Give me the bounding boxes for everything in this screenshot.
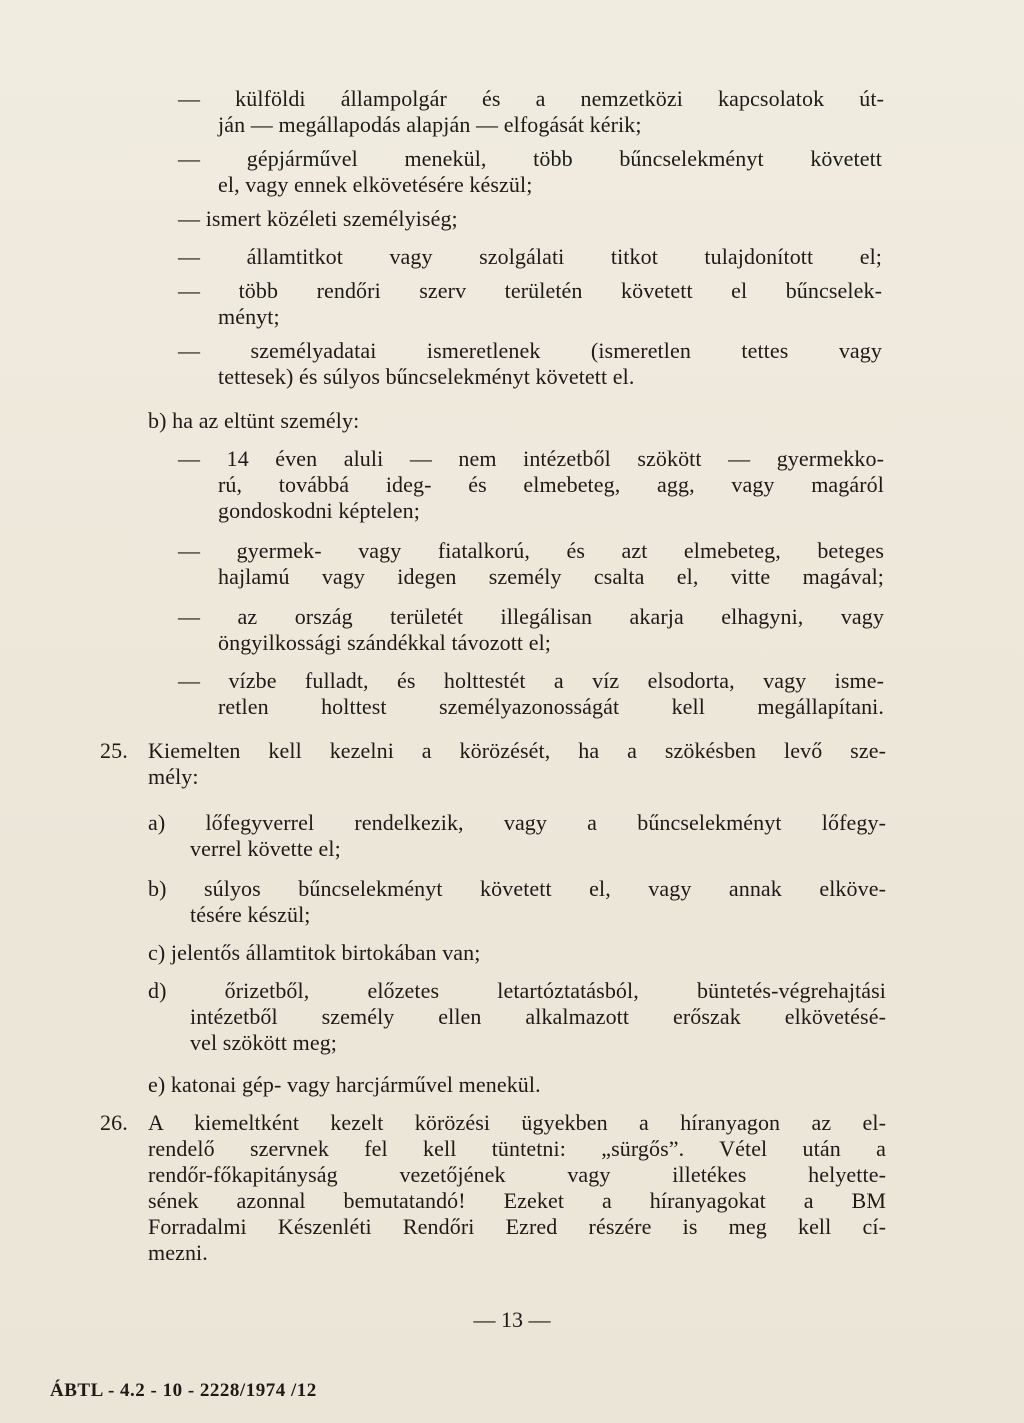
paragraph-line: mély: (148, 764, 199, 789)
list-line: — személyadatai ismeretlenek (ismeretlen tettes vagy (178, 338, 882, 363)
list-a-cont (218, 112, 884, 138)
list-line: — vízbe fulladt, és holttestét a víz elsodorta, vagy isme- (178, 668, 884, 693)
list-line: — több rendőri szerv területén követett el bűncselek- (178, 278, 882, 303)
list-b-item (178, 668, 884, 694)
list-b-cont (218, 694, 884, 720)
item-line: vel szökött meg; (190, 1030, 338, 1055)
archive-reference: ÁBTL - 4.2 - 10 - 2228/1974 /12 (50, 1380, 317, 1401)
list-line: ján — megállapodás alapján — elfogását kérik; (218, 112, 642, 137)
item-b (148, 876, 886, 902)
list-line: öngyilkossági szándékkal távozott el; (218, 630, 552, 655)
list-a-cont (218, 364, 882, 390)
list-b-cont (218, 472, 884, 498)
list-b-cont (218, 630, 884, 656)
list-b-cont (218, 564, 884, 590)
list-a-item (178, 278, 882, 304)
paragraph-25-cont (148, 764, 886, 790)
paragraph-line: Forradalmi Készenléti Rendőri Ezred részére is meg kell cí- (148, 1214, 886, 1239)
item-line: verrel követte el; (190, 836, 341, 861)
list-a-item (178, 146, 882, 172)
list-b-cont (218, 498, 884, 524)
item-e (148, 1072, 886, 1098)
list-line: rú, továbbá ideg- és elmebeteg, agg, vagy magáról (218, 472, 884, 497)
paragraph-25 (148, 738, 886, 764)
item-line: e) katonai gép- vagy harcjárművel menekül. (148, 1072, 541, 1097)
list-line: el, vagy ennek elkövetésére készül; (218, 172, 533, 197)
paragraph-line: rendőr-főkapitányság vezetőjének vagy illetékes helyette- (148, 1162, 886, 1187)
paragraph-line: A kiemeltként kezelt körözési ügyekben a híranyagon az el- (148, 1110, 886, 1135)
page-number: — 13 — (473, 1307, 551, 1332)
heading-text: b) ha az eltünt személy: (148, 408, 360, 433)
item-d (148, 978, 886, 1004)
list-line: — 14 éven aluli — nem intézetből szökött — gyermekko- (178, 446, 884, 471)
item-c (148, 940, 886, 966)
list-b-item (178, 604, 884, 630)
paragraph-line: Kiemelten kell kezelni a körözését, ha a szökésben levő sze- (148, 738, 886, 763)
list-a-cont (218, 172, 882, 198)
list-line: tettesek) és súlyos bűncselekményt követett el. (218, 364, 635, 389)
paragraph-line: sének azonnal bemutatandó! Ezeket a híranyagokat a BM (148, 1188, 886, 1213)
list-line: gondoskodni képtelen; (218, 498, 420, 523)
item-line: b) súlyos bűncselekményt követett el, vagy annak elköve- (148, 876, 886, 901)
item-a-cont (190, 836, 886, 862)
list-line: retlen holttest személyazonosságát kell megállapítani. (218, 694, 884, 719)
list-line: — ismert közéleti személyiség; (178, 206, 458, 231)
list-line: — külföldi állampolgár és a nemzetközi kapcsolatok út- (178, 86, 884, 111)
list-line: — gyermek- vagy fiatalkorú, és azt elmebeteg, beteges (178, 538, 884, 563)
item-line: intézetből személy ellen alkalmazott erőszak elkövetésé- (190, 1004, 886, 1029)
paragraph-line: rendelő szervnek fel kell tüntetni: „sürgős”. Vétel után a (148, 1136, 886, 1161)
item-d-cont (190, 1004, 886, 1030)
paragraph-26 (148, 1110, 886, 1266)
item-line: tésére készül; (190, 902, 311, 927)
list-b-item (178, 446, 884, 472)
list-a-item (178, 244, 882, 270)
paragraph-number: 26. (100, 1110, 128, 1135)
subsection-b-heading (148, 408, 848, 434)
list-a (178, 86, 884, 112)
list-a-item (178, 338, 882, 364)
list-line: ményt; (218, 304, 280, 329)
paragraph-number: 25. (100, 738, 128, 763)
list-b-item (178, 538, 884, 564)
item-a (148, 810, 886, 836)
paragraph-line: mezni. (148, 1240, 208, 1265)
list-line: — gépjárművel menekül, több bűncselekményt követett (178, 146, 882, 171)
item-line: a) lőfegyverrel rendelkezik, vagy a bűncselekményt lőfegy- (148, 810, 886, 835)
item-line: d) őrizetből, előzetes letartóztatásból, büntetés-végrehajtási (148, 978, 886, 1003)
list-a-cont (218, 304, 882, 330)
list-line: — az ország területét illegálisan akarja elhagyni, vagy (178, 604, 884, 629)
list-line: hajlamú vagy idegen személy csalta el, vitte magával; (218, 564, 884, 589)
list-a-item (178, 206, 878, 232)
item-d-cont (190, 1030, 886, 1056)
list-line: — államtitkot vagy szolgálati titkot tulajdonított el; (178, 244, 882, 269)
item-b-cont (190, 902, 886, 928)
item-line: c) jelentős államtitok birtokában van; (148, 940, 481, 965)
